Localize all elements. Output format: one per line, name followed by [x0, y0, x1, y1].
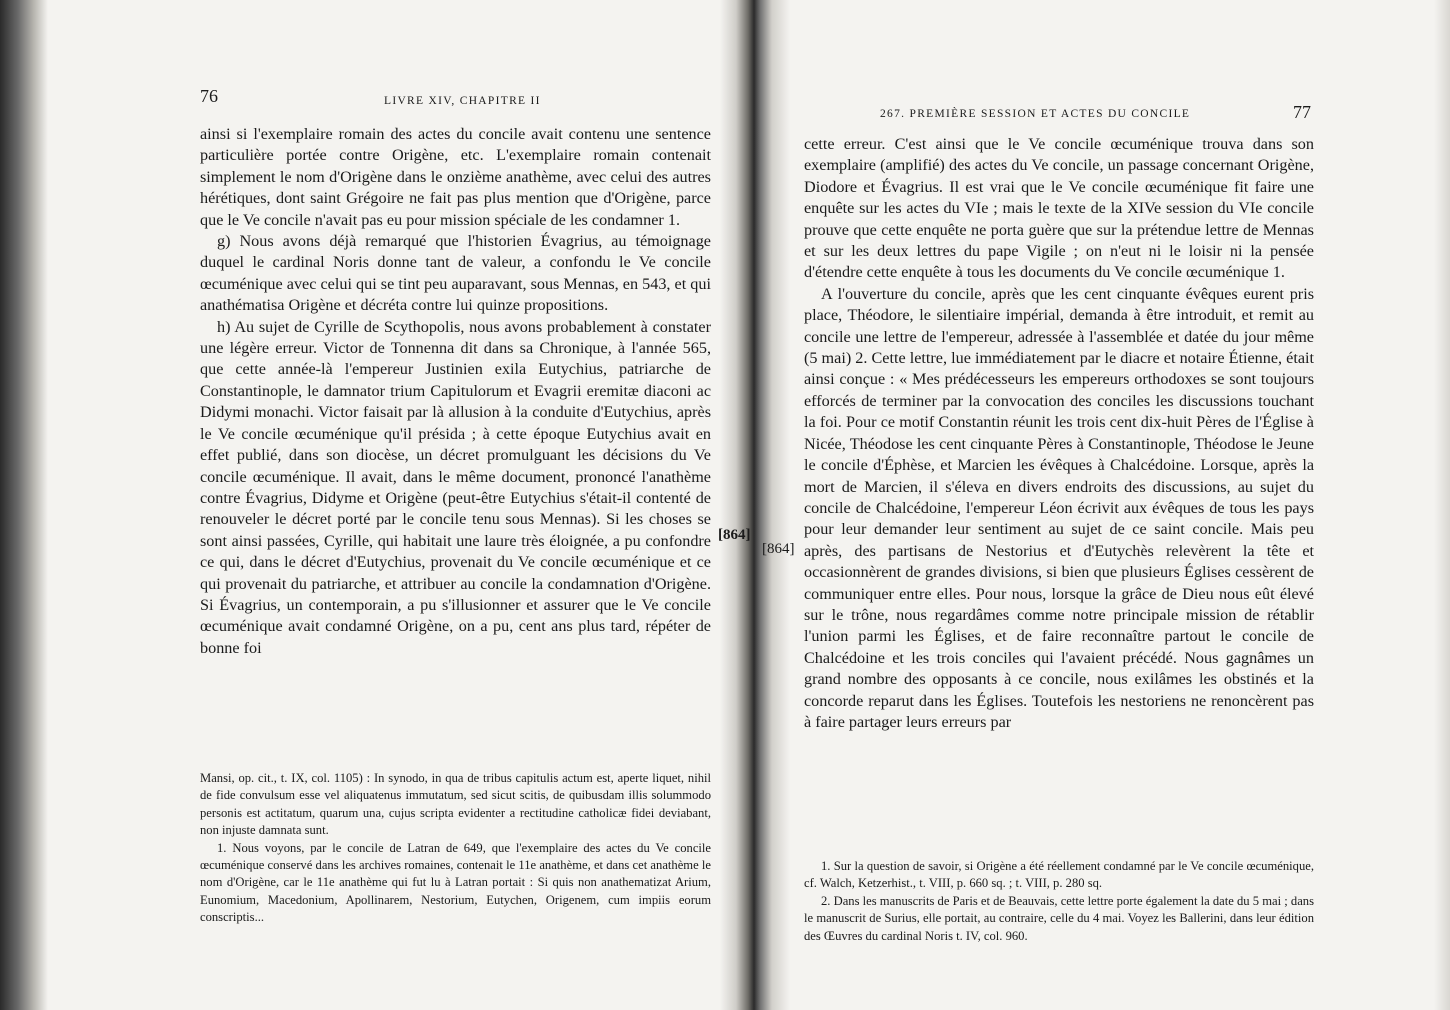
- paragraph: g) Nous avons déjà remarqué que l'historien Évagrius, au témoignage duquel le cardinal Noris donne tant de valeur, a confondu le Ve concile œcuménique avec celui qui se tint peu auparavant, sous Mennas, en 543, et qui anathématisa Origène et décréta contre lui quinze propositions.: [200, 232, 711, 315]
- paragraph: cette erreur. C'est ainsi que le Ve concile œcuménique trouva dans son exemplaire (amplifié) des actes du Ve concile, un passage concernant Origène, Diodore et Évagrius. Il est vrai que le Ve concile œcuménique fit faire une enquête sur les actes du VIe ; mais le texte de la XIVe session du VIe concile prouve que cette enquête ne porta guère que sur la prétendue lettre de Mennas et sur les deux lettres du pape Vigile ; on n'eut ni le loisir ni la pensée d'étendre cette enquête à tous les documents du Ve concile œcuménique 1.: [804, 135, 1314, 282]
- footnote: 1. Nous voyons, par le concile de Latran de 649, que l'exemplaire des actes du Ve concile œcuménique conservé dans les archives romaines, contenait le 11e anathème, et dans cet anathème le nom d'Origène, car le 11e anathème qui fut lu à Latran portait : Si quis non anathematizat Arium, Eunomium, Macedonium, Apollinarem, Nestorium, Eutychen, Origenem, cum impiis eorum conscriptis...: [200, 840, 711, 925]
- footnote: Mansi, op. cit., t. IX, col. 1105) : In synodo, in qua de tribus capitulis actum est, aperte liquet, nihil de fide convulsum esse vel aliquatenus immutatum, sed sicut scitis, de quibusdam illis solummodo personis est actitatum, quarum una, cujus scripta evidenter a rectitudine catholicæ fidei deviabant, non injuste damnata sunt.: [200, 771, 711, 838]
- book-gutter: [720, 0, 790, 1010]
- margin-marker-right: [864]: [762, 541, 795, 557]
- running-head-right: 267. PREMIÈRE SESSION ET ACTES DU CONCILE: [880, 108, 1191, 120]
- page-edge-right: [1434, 0, 1450, 1010]
- footnote: 2. Dans les manuscrits de Paris et de Beauvais, cette lettre porte également la date du 5 mai ; dans le manuscrit de Surius, elle portait, au contraire, celle du 4 mai. Voyez les Ballerini, dans leur édition des Œuvres du cardinal Noris t. IV, col. 960.: [804, 893, 1314, 943]
- paragraph: h) Au sujet de Cyrille de Scythopolis, nous avons probablement à constater une légère erreur. Victor de Tonnenna dit dans sa Chronique, à l'année 565, que cette année-là l'empereur Justinien exila Eutychius, patriarche de Constantinople, le damnator trium Capitulorum et Evagrii eremitæ diaconi ac Didymi monachi. Victor faisait par là allusion à la conduite d'Eutychius, après le Ve concile œcuménique qu'il présida ; à cette époque Eutychius avait en effet publié, dans son diocèse, un décret promulguant les décisions du Ve concile œcuménique. Il avait, dans le même document, prononcé l'anathème contre Évagrius, Didyme et Origène (peut-être Eutychius s'était-il contenté de renouveler le décret porté par le concile tenu sous Mennas). Si les choses se sont ainsi passées, Cyrille, qui habitait une laure très éloignée, a pu confondre ce qui, dans le décret d'Eutychius, provenait du Ve concile œcuménique et ce qui provenait du patriarche, et attribuer au concile la condamnation d'Origène. Si Évagrius, un contemporain, a pu s'illusionner et assurer que le Ve concile œcuménique avait condamné Origène, on a pu, cent ans plus tard, répéter de bonne foi: [200, 317, 711, 657]
- page-number-right: 77: [1293, 102, 1311, 122]
- right-page: [752, 0, 1450, 1010]
- margin-marker-left: [864]: [718, 527, 751, 543]
- body-text-left: [200, 124, 711, 659]
- footnote: 1. Sur la question de savoir, si Origène a été réellement condamné par le Ve concile œcuménique, cf. Walch, Ketzerhist., t. VIII, p. 660 sq. ; t. VIII, p. 280 sq.: [804, 859, 1314, 891]
- running-head-left: LIVRE XIV, CHAPITRE II: [384, 95, 541, 107]
- footnotes-left: [200, 770, 711, 927]
- body-text-right: [804, 134, 1314, 733]
- footnotes-right: [804, 858, 1314, 945]
- page-edge-shadow: [0, 0, 48, 1010]
- page-number-left: 76: [200, 86, 218, 106]
- paragraph: ainsi si l'exemplaire romain des actes du concile avait contenu une sentence particulière portée contre Origène, etc. L'exemplaire romain contenait simplement le nom d'Origène dans le onzième anathème, avec celui des autres hérétiques, dont saint Grégoire ne fait pas plus mention que d'Origène, parce que le Ve concile n'avait pas eu pour mission spéciale de les condamner 1.: [200, 125, 711, 229]
- paragraph: A l'ouverture du concile, après que les cent cinquante évêques eurent pris place, Théodore, le silentiaire impérial, demanda à être introduit, et remit au concile une lettre de l'empereur, adressée à l'assemblée et datée du jour même (5 mai) 2. Cette lettre, lue immédiatement par le diacre et notaire Étienne, était ainsi conçue : « Mes prédécesseurs les empereurs orthodoxes se sont toujours efforcés de terminer par la convocation des conciles les discussions touchant la foi. Pour ce motif Constantin réunit les trois cent dix-huit Pères de l'Église à Nicée, Théodose les cent cinquante Pères à Constantinople, Théodose le Jeune le concile d'Éphèse, et Marcien les évêques à Chalcédoine. Lorsque, après la mort de Marcien, il s'éleva en divers endroits des discussions, au sujet du concile de Chalcédoine, l'empereur Léon écrivit aux évêques de tous les pays pour leur demander leur sentiment au sujet de ce saint concile. Mais peu après, des partisans de Nestorius et d'Eutychès relevèrent la tête et occasionnèrent de grandes divisions, si bien que plusieurs Églises cessèrent de communiquer entre elles. Pour nous, lorsque la grâce de Dieu nous eût élevé sur le trône, nous regardâmes comme notre principale mission de rétablir l'union parmi les Églises, et de faire reconnaître partout le concile de Chalcédoine et les trois conciles qui l'avaient précédé. Nous gagnâmes un grand nombre des opposants à ce concile, nous exilâmes les obstinés et la concorde reparut dans les Églises. Toutefois les nestoriens ne renoncèrent pas à faire partager leurs erreurs par: [804, 284, 1314, 731]
